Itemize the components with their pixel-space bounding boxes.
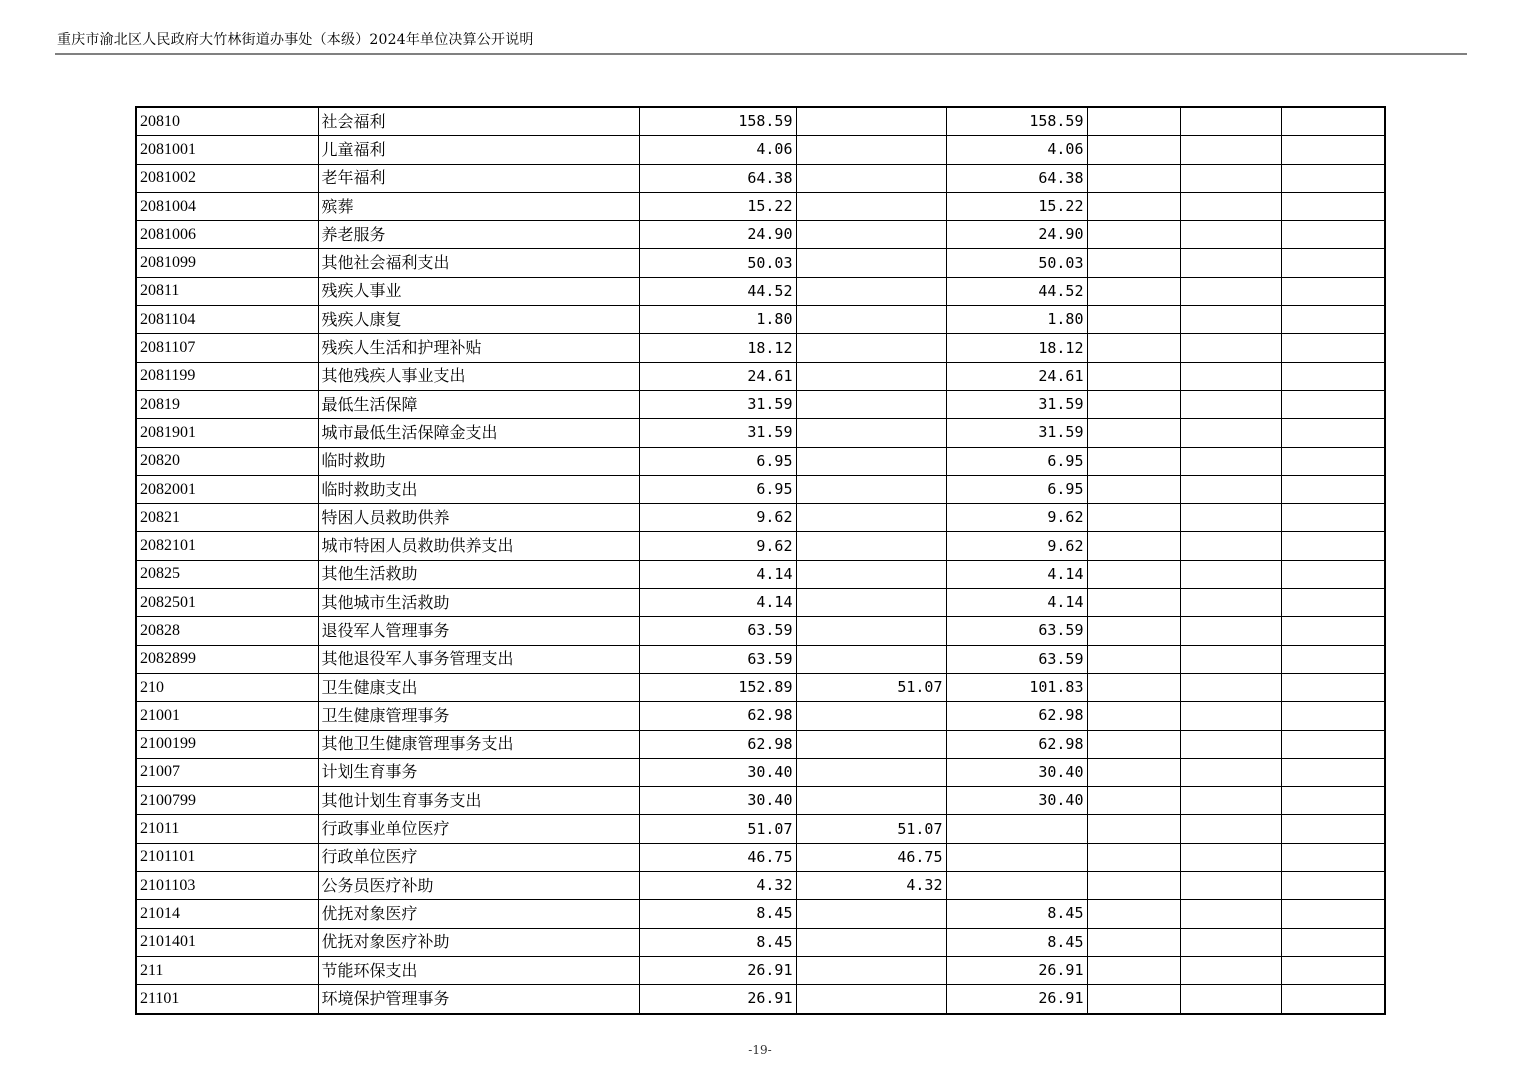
subject-code-cell: 2081199 xyxy=(136,362,318,390)
project-expenditure-cell xyxy=(946,872,1087,900)
empty-column-6-cell xyxy=(1180,504,1281,532)
subject-code-cell: 2082899 xyxy=(136,645,318,673)
empty-column-7-cell xyxy=(1281,560,1385,588)
empty-column-6-cell xyxy=(1180,900,1281,928)
empty-column-6-cell xyxy=(1180,306,1281,334)
subject-name-cell: 残疾人康复 xyxy=(318,306,639,334)
table-row xyxy=(136,673,1385,701)
project-expenditure-cell: 6.95 xyxy=(946,447,1087,475)
empty-column-7-cell xyxy=(1281,956,1385,984)
project-expenditure-cell: 9.62 xyxy=(946,504,1087,532)
empty-column-7-cell xyxy=(1281,136,1385,164)
total-amount-cell: 62.98 xyxy=(639,702,796,730)
subject-name-cell: 其他计划生育事务支出 xyxy=(318,787,639,815)
subject-name-cell: 老年福利 xyxy=(318,164,639,192)
total-amount-cell: 44.52 xyxy=(639,277,796,305)
subject-code-cell: 2081107 xyxy=(136,334,318,362)
empty-column-7-cell xyxy=(1281,872,1385,900)
empty-column-5-cell xyxy=(1087,107,1180,136)
empty-column-5-cell xyxy=(1087,277,1180,305)
subject-code-cell: 2081001 xyxy=(136,136,318,164)
project-expenditure-cell: 15.22 xyxy=(946,192,1087,220)
empty-column-6-cell xyxy=(1180,928,1281,956)
table-row xyxy=(136,390,1385,418)
total-amount-cell: 63.59 xyxy=(639,617,796,645)
empty-column-6-cell xyxy=(1180,985,1281,1014)
empty-column-6-cell xyxy=(1180,645,1281,673)
total-amount-cell: 8.45 xyxy=(639,900,796,928)
basic-expenditure-cell xyxy=(796,136,946,164)
total-amount-cell: 18.12 xyxy=(639,334,796,362)
total-amount-cell: 24.90 xyxy=(639,221,796,249)
empty-column-7-cell xyxy=(1281,164,1385,192)
empty-column-5-cell xyxy=(1087,617,1180,645)
total-amount-cell: 46.75 xyxy=(639,843,796,871)
empty-column-7-cell xyxy=(1281,673,1385,701)
total-amount-cell: 9.62 xyxy=(639,504,796,532)
basic-expenditure-cell xyxy=(796,645,946,673)
basic-expenditure-cell xyxy=(796,277,946,305)
empty-column-5-cell xyxy=(1087,758,1180,786)
table-row xyxy=(136,475,1385,503)
total-amount-cell: 158.59 xyxy=(639,107,796,136)
basic-expenditure-cell xyxy=(796,928,946,956)
empty-column-5-cell xyxy=(1087,985,1180,1014)
empty-column-5-cell xyxy=(1087,249,1180,277)
empty-column-6-cell xyxy=(1180,872,1281,900)
subject-name-cell: 儿童福利 xyxy=(318,136,639,164)
budget-table-body xyxy=(136,107,1385,1014)
empty-column-7-cell xyxy=(1281,192,1385,220)
total-amount-cell: 64.38 xyxy=(639,164,796,192)
total-amount-cell: 24.61 xyxy=(639,362,796,390)
subject-name-cell: 退役军人管理事务 xyxy=(318,617,639,645)
table-row xyxy=(136,758,1385,786)
table-row xyxy=(136,617,1385,645)
basic-expenditure-cell xyxy=(796,249,946,277)
table-row xyxy=(136,249,1385,277)
subject-code-cell: 21001 xyxy=(136,702,318,730)
basic-expenditure-cell: 51.07 xyxy=(796,673,946,701)
empty-column-7-cell xyxy=(1281,334,1385,362)
total-amount-cell: 4.14 xyxy=(639,560,796,588)
project-expenditure-cell: 63.59 xyxy=(946,645,1087,673)
table-row xyxy=(136,589,1385,617)
subject-code-cell: 2100199 xyxy=(136,730,318,758)
basic-expenditure-cell xyxy=(796,362,946,390)
empty-column-5-cell xyxy=(1087,843,1180,871)
subject-code-cell: 20819 xyxy=(136,390,318,418)
basic-expenditure-cell: 51.07 xyxy=(796,815,946,843)
subject-code-cell: 2101103 xyxy=(136,872,318,900)
table-row xyxy=(136,928,1385,956)
empty-column-5-cell xyxy=(1087,306,1180,334)
total-amount-cell: 4.14 xyxy=(639,589,796,617)
project-expenditure-cell: 30.40 xyxy=(946,787,1087,815)
subject-code-cell: 21011 xyxy=(136,815,318,843)
empty-column-5-cell xyxy=(1087,702,1180,730)
empty-column-5-cell xyxy=(1087,900,1180,928)
empty-column-5-cell xyxy=(1087,645,1180,673)
subject-name-cell: 社会福利 xyxy=(318,107,639,136)
empty-column-6-cell xyxy=(1180,334,1281,362)
empty-column-6-cell xyxy=(1180,673,1281,701)
total-amount-cell: 4.06 xyxy=(639,136,796,164)
project-expenditure-cell: 26.91 xyxy=(946,956,1087,984)
project-expenditure-cell: 44.52 xyxy=(946,277,1087,305)
subject-name-cell: 行政事业单位医疗 xyxy=(318,815,639,843)
subject-name-cell: 特困人员救助供养 xyxy=(318,504,639,532)
subject-name-cell: 计划生育事务 xyxy=(318,758,639,786)
basic-expenditure-cell xyxy=(796,447,946,475)
empty-column-5-cell xyxy=(1087,872,1180,900)
subject-name-cell: 临时救助支出 xyxy=(318,475,639,503)
basic-expenditure-cell: 4.32 xyxy=(796,872,946,900)
table-row xyxy=(136,221,1385,249)
empty-column-6-cell xyxy=(1180,221,1281,249)
subject-code-cell: 21007 xyxy=(136,758,318,786)
empty-column-7-cell xyxy=(1281,617,1385,645)
project-expenditure-cell xyxy=(946,843,1087,871)
table-row xyxy=(136,192,1385,220)
empty-column-6-cell xyxy=(1180,702,1281,730)
empty-column-6-cell xyxy=(1180,249,1281,277)
empty-column-7-cell xyxy=(1281,447,1385,475)
subject-code-cell: 20820 xyxy=(136,447,318,475)
table-row xyxy=(136,560,1385,588)
header-divider xyxy=(55,53,1467,55)
total-amount-cell: 1.80 xyxy=(639,306,796,334)
basic-expenditure-cell xyxy=(796,164,946,192)
project-expenditure-cell: 8.45 xyxy=(946,900,1087,928)
empty-column-5-cell xyxy=(1087,334,1180,362)
table-row xyxy=(136,900,1385,928)
subject-name-cell: 环境保护管理事务 xyxy=(318,985,639,1014)
subject-code-cell: 211 xyxy=(136,956,318,984)
total-amount-cell: 50.03 xyxy=(639,249,796,277)
basic-expenditure-cell: 46.75 xyxy=(796,843,946,871)
table-row xyxy=(136,645,1385,673)
project-expenditure-cell: 64.38 xyxy=(946,164,1087,192)
basic-expenditure-cell xyxy=(796,306,946,334)
empty-column-5-cell xyxy=(1087,815,1180,843)
empty-column-7-cell xyxy=(1281,419,1385,447)
empty-column-6-cell xyxy=(1180,390,1281,418)
project-expenditure-cell: 4.14 xyxy=(946,560,1087,588)
basic-expenditure-cell xyxy=(796,985,946,1014)
table-row xyxy=(136,447,1385,475)
basic-expenditure-cell xyxy=(796,419,946,447)
empty-column-7-cell xyxy=(1281,475,1385,503)
subject-name-cell: 其他城市生活救助 xyxy=(318,589,639,617)
project-expenditure-cell xyxy=(946,815,1087,843)
empty-column-6-cell xyxy=(1180,136,1281,164)
subject-name-cell: 其他生活救助 xyxy=(318,560,639,588)
empty-column-6-cell xyxy=(1180,419,1281,447)
empty-column-7-cell xyxy=(1281,787,1385,815)
total-amount-cell: 9.62 xyxy=(639,532,796,560)
table-row xyxy=(136,956,1385,984)
empty-column-6-cell xyxy=(1180,560,1281,588)
project-expenditure-cell: 31.59 xyxy=(946,390,1087,418)
empty-column-7-cell xyxy=(1281,589,1385,617)
empty-column-7-cell xyxy=(1281,504,1385,532)
subject-code-cell: 20825 xyxy=(136,560,318,588)
subject-name-cell: 城市最低生活保障金支出 xyxy=(318,419,639,447)
table-row xyxy=(136,107,1385,136)
empty-column-5-cell xyxy=(1087,221,1180,249)
project-expenditure-cell: 62.98 xyxy=(946,730,1087,758)
empty-column-5-cell xyxy=(1087,164,1180,192)
empty-column-7-cell xyxy=(1281,249,1385,277)
empty-column-5-cell xyxy=(1087,390,1180,418)
total-amount-cell: 6.95 xyxy=(639,447,796,475)
basic-expenditure-cell xyxy=(796,532,946,560)
subject-code-cell: 20811 xyxy=(136,277,318,305)
empty-column-7-cell xyxy=(1281,362,1385,390)
table-row xyxy=(136,843,1385,871)
basic-expenditure-cell xyxy=(796,730,946,758)
subject-code-cell: 2081099 xyxy=(136,249,318,277)
subject-name-cell: 公务员医疗补助 xyxy=(318,872,639,900)
empty-column-6-cell xyxy=(1180,192,1281,220)
project-expenditure-cell: 6.95 xyxy=(946,475,1087,503)
subject-code-cell: 2082501 xyxy=(136,589,318,617)
empty-column-5-cell xyxy=(1087,447,1180,475)
subject-code-cell: 21101 xyxy=(136,985,318,1014)
empty-column-5-cell xyxy=(1087,956,1180,984)
empty-column-6-cell xyxy=(1180,730,1281,758)
table-row xyxy=(136,985,1385,1014)
table-row xyxy=(136,532,1385,560)
empty-column-7-cell xyxy=(1281,390,1385,418)
subject-code-cell: 20810 xyxy=(136,107,318,136)
empty-column-5-cell xyxy=(1087,787,1180,815)
total-amount-cell: 8.45 xyxy=(639,928,796,956)
empty-column-6-cell xyxy=(1180,815,1281,843)
empty-column-5-cell xyxy=(1087,192,1180,220)
table-row xyxy=(136,136,1385,164)
project-expenditure-cell: 9.62 xyxy=(946,532,1087,560)
subject-name-cell: 节能环保支出 xyxy=(318,956,639,984)
empty-column-6-cell xyxy=(1180,277,1281,305)
subject-name-cell: 卫生健康管理事务 xyxy=(318,702,639,730)
empty-column-6-cell xyxy=(1180,475,1281,503)
total-amount-cell: 30.40 xyxy=(639,787,796,815)
total-amount-cell: 15.22 xyxy=(639,192,796,220)
subject-code-cell: 2081901 xyxy=(136,419,318,447)
basic-expenditure-cell xyxy=(796,787,946,815)
table-row xyxy=(136,815,1385,843)
empty-column-7-cell xyxy=(1281,985,1385,1014)
empty-column-7-cell xyxy=(1281,758,1385,786)
document-header-title: 重庆市渝北区人民政府大竹林街道办事处（本级）2024年单位决算公开说明 xyxy=(57,32,534,48)
subject-code-cell: 21014 xyxy=(136,900,318,928)
empty-column-6-cell xyxy=(1180,843,1281,871)
subject-name-cell: 其他卫生健康管理事务支出 xyxy=(318,730,639,758)
subject-name-cell: 养老服务 xyxy=(318,221,639,249)
empty-column-6-cell xyxy=(1180,589,1281,617)
total-amount-cell: 30.40 xyxy=(639,758,796,786)
empty-column-7-cell xyxy=(1281,532,1385,560)
basic-expenditure-cell xyxy=(796,702,946,730)
project-expenditure-cell: 4.14 xyxy=(946,589,1087,617)
budget-table xyxy=(135,106,1386,1015)
table-row xyxy=(136,306,1385,334)
total-amount-cell: 51.07 xyxy=(639,815,796,843)
empty-column-7-cell xyxy=(1281,221,1385,249)
project-expenditure-cell: 24.90 xyxy=(946,221,1087,249)
subject-code-cell: 20828 xyxy=(136,617,318,645)
subject-name-cell: 优抚对象医疗 xyxy=(318,900,639,928)
table-row xyxy=(136,702,1385,730)
empty-column-7-cell xyxy=(1281,843,1385,871)
project-expenditure-cell: 26.91 xyxy=(946,985,1087,1014)
subject-code-cell: 2081004 xyxy=(136,192,318,220)
subject-name-cell: 卫生健康支出 xyxy=(318,673,639,701)
total-amount-cell: 26.91 xyxy=(639,985,796,1014)
total-amount-cell: 4.32 xyxy=(639,872,796,900)
empty-column-5-cell xyxy=(1087,560,1180,588)
table-row xyxy=(136,362,1385,390)
empty-column-7-cell xyxy=(1281,900,1385,928)
empty-column-5-cell xyxy=(1087,419,1180,447)
subject-name-cell: 残疾人事业 xyxy=(318,277,639,305)
project-expenditure-cell: 4.06 xyxy=(946,136,1087,164)
subject-name-cell: 最低生活保障 xyxy=(318,390,639,418)
page-number: -19- xyxy=(748,1043,772,1057)
table-row xyxy=(136,277,1385,305)
empty-column-7-cell xyxy=(1281,277,1385,305)
project-expenditure-cell: 101.83 xyxy=(946,673,1087,701)
total-amount-cell: 62.98 xyxy=(639,730,796,758)
empty-column-6-cell xyxy=(1180,758,1281,786)
subject-code-cell: 20821 xyxy=(136,504,318,532)
subject-name-cell: 城市特困人员救助供养支出 xyxy=(318,532,639,560)
empty-column-7-cell xyxy=(1281,645,1385,673)
basic-expenditure-cell xyxy=(796,589,946,617)
subject-code-cell: 2101101 xyxy=(136,843,318,871)
table-row xyxy=(136,872,1385,900)
project-expenditure-cell: 62.98 xyxy=(946,702,1087,730)
total-amount-cell: 31.59 xyxy=(639,390,796,418)
basic-expenditure-cell xyxy=(796,334,946,362)
table-row xyxy=(136,730,1385,758)
project-expenditure-cell: 63.59 xyxy=(946,617,1087,645)
project-expenditure-cell: 158.59 xyxy=(946,107,1087,136)
basic-expenditure-cell xyxy=(796,390,946,418)
empty-column-7-cell xyxy=(1281,107,1385,136)
empty-column-6-cell xyxy=(1180,617,1281,645)
subject-code-cell: 2081002 xyxy=(136,164,318,192)
total-amount-cell: 26.91 xyxy=(639,956,796,984)
empty-column-6-cell xyxy=(1180,447,1281,475)
empty-column-6-cell xyxy=(1180,956,1281,984)
basic-expenditure-cell xyxy=(796,956,946,984)
subject-name-cell: 其他社会福利支出 xyxy=(318,249,639,277)
project-expenditure-cell: 24.61 xyxy=(946,362,1087,390)
subject-name-cell: 其他残疾人事业支出 xyxy=(318,362,639,390)
empty-column-7-cell xyxy=(1281,306,1385,334)
empty-column-7-cell xyxy=(1281,815,1385,843)
subject-code-cell: 2100799 xyxy=(136,787,318,815)
empty-column-6-cell xyxy=(1180,362,1281,390)
subject-code-cell: 210 xyxy=(136,673,318,701)
subject-code-cell: 2101401 xyxy=(136,928,318,956)
subject-code-cell: 2081104 xyxy=(136,306,318,334)
basic-expenditure-cell xyxy=(796,900,946,928)
subject-name-cell: 其他退役军人事务管理支出 xyxy=(318,645,639,673)
project-expenditure-cell: 1.80 xyxy=(946,306,1087,334)
project-expenditure-cell: 50.03 xyxy=(946,249,1087,277)
empty-column-7-cell xyxy=(1281,928,1385,956)
total-amount-cell: 152.89 xyxy=(639,673,796,701)
empty-column-6-cell xyxy=(1180,107,1281,136)
table-row xyxy=(136,334,1385,362)
subject-name-cell: 残疾人生活和护理补贴 xyxy=(318,334,639,362)
basic-expenditure-cell xyxy=(796,617,946,645)
total-amount-cell: 63.59 xyxy=(639,645,796,673)
empty-column-5-cell xyxy=(1087,673,1180,701)
empty-column-5-cell xyxy=(1087,136,1180,164)
table-row xyxy=(136,419,1385,447)
empty-column-6-cell xyxy=(1180,787,1281,815)
subject-code-cell: 2081006 xyxy=(136,221,318,249)
empty-column-6-cell xyxy=(1180,164,1281,192)
empty-column-5-cell xyxy=(1087,928,1180,956)
project-expenditure-cell: 18.12 xyxy=(946,334,1087,362)
subject-code-cell: 2082101 xyxy=(136,532,318,560)
basic-expenditure-cell xyxy=(796,504,946,532)
empty-column-5-cell xyxy=(1087,730,1180,758)
basic-expenditure-cell xyxy=(796,221,946,249)
empty-column-5-cell xyxy=(1087,504,1180,532)
empty-column-6-cell xyxy=(1180,532,1281,560)
basic-expenditure-cell xyxy=(796,475,946,503)
subject-name-cell: 临时救助 xyxy=(318,447,639,475)
subject-name-cell: 优抚对象医疗补助 xyxy=(318,928,639,956)
basic-expenditure-cell xyxy=(796,192,946,220)
project-expenditure-cell: 8.45 xyxy=(946,928,1087,956)
basic-expenditure-cell xyxy=(796,560,946,588)
subject-name-cell: 殡葬 xyxy=(318,192,639,220)
project-expenditure-cell: 30.40 xyxy=(946,758,1087,786)
basic-expenditure-cell xyxy=(796,107,946,136)
empty-column-5-cell xyxy=(1087,589,1180,617)
empty-column-5-cell xyxy=(1087,362,1180,390)
table-row xyxy=(136,164,1385,192)
empty-column-7-cell xyxy=(1281,730,1385,758)
empty-column-5-cell xyxy=(1087,532,1180,560)
table-row xyxy=(136,787,1385,815)
total-amount-cell: 6.95 xyxy=(639,475,796,503)
total-amount-cell: 31.59 xyxy=(639,419,796,447)
empty-column-5-cell xyxy=(1087,475,1180,503)
basic-expenditure-cell xyxy=(796,758,946,786)
empty-column-7-cell xyxy=(1281,702,1385,730)
table-row xyxy=(136,504,1385,532)
subject-code-cell: 2082001 xyxy=(136,475,318,503)
subject-name-cell: 行政单位医疗 xyxy=(318,843,639,871)
project-expenditure-cell: 31.59 xyxy=(946,419,1087,447)
